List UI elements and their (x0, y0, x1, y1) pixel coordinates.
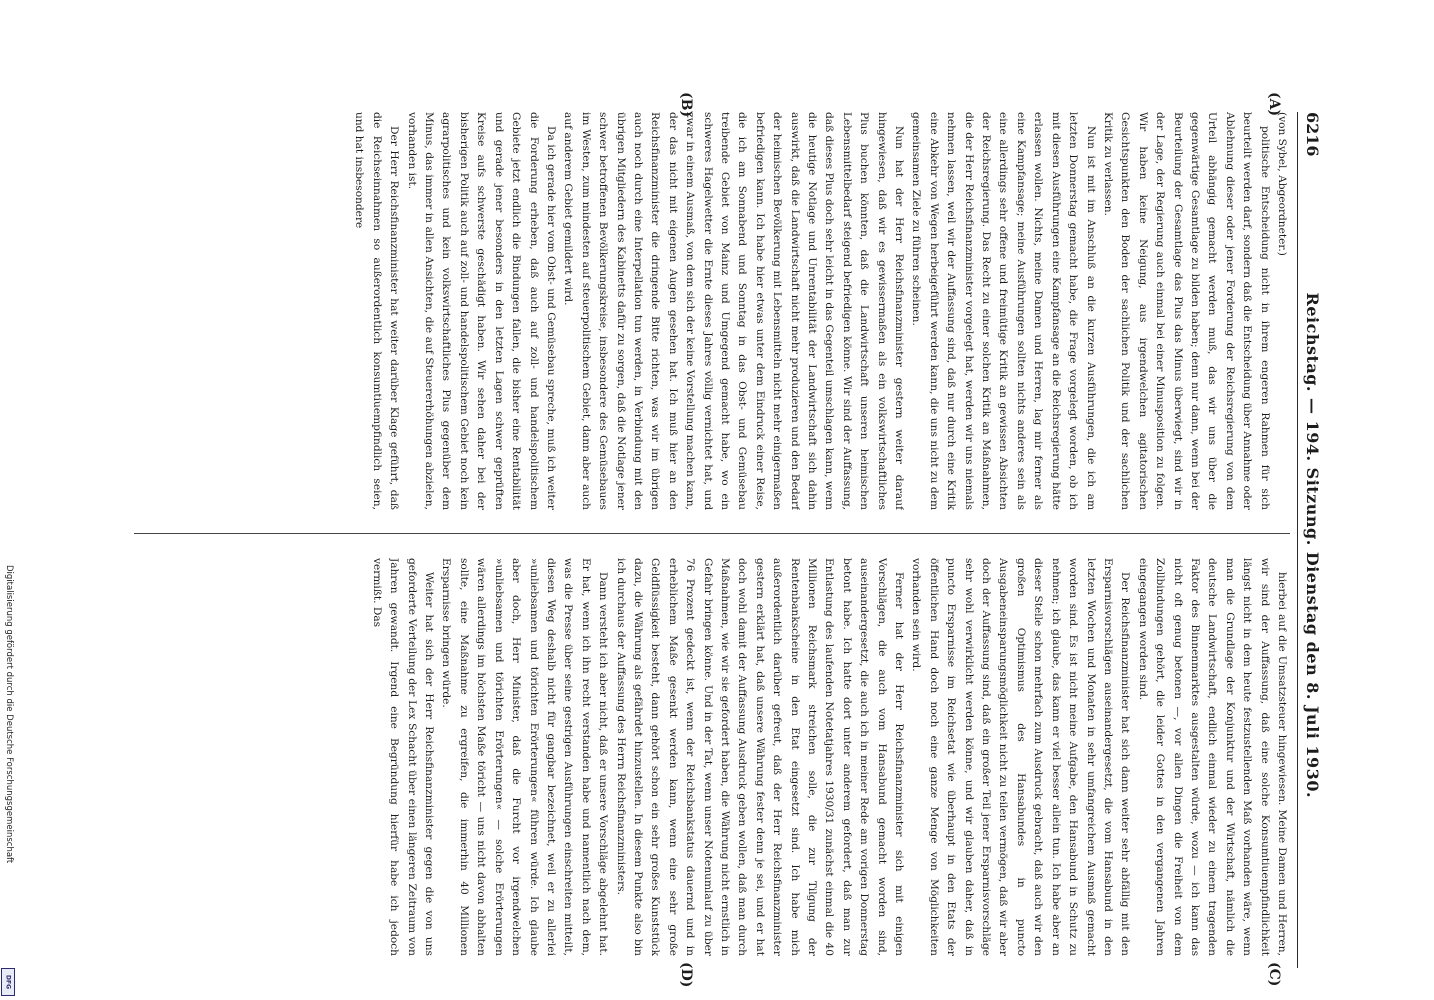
paragraph: Ferner hat der Herr Reichsfinanzminister sich mit einigen Vorschlägen, die auch vom Hansabund gemacht worden sind, auseinandergesetzt, die auch ich in meiner Rede am vorigen Donnerstag betont habe. Ich hatte dort unter anderem gefordert, daß man zur Entlastung des laufenden Notetatjahres 1930/31 zunächst einmal die 40 Millionen Reichsmark streichen solle, die zur Tilgung der Rentenbankscheine in den Etat eingesetzt sind. Ich habe mich außerordentlich darüber gefreut, daß der Herr Reichsfinanzminister gestern erklärt hat, daß unsere Währung fester denn je sei, und er hat doch wohl damit der Auffassung Ausdruck geben wollen, daß man durch Maßnahmen, wie wir sie gefordert haben, die Währung nicht ernstlich in Gefahr bringen könne. Und in der Tat, wenn unser Notenumlauf zu über 76 Prozent gedeckt ist, wenn der Reichsbankstatus dauernd und in erheblichem Maße gesenkt werden kann, wenn eine sehr große Geldflüssigkeit besteht, dann gehört schon ein sehr großes Kunststück dazu, die Währung als gefährdet hinzustellen. In diesem Punkte also bin ich durchaus der Auffassung des Herrn Reichsfinanzministers. (614, 558, 906, 956)
margin-mark-a: (A) (1266, 92, 1282, 117)
credit-text: Digitalisierung gefördert durch die Deutsche Forschungsgemeinschaft (4, 565, 14, 864)
paragraph: Der Reichsfinanzminister hat sich dann weiter sehr abfällig mit den Ersparnisvorschlägen auseinandergesetzt, die vom Hansabund in den letzten Wochen und Monaten in sehr umfangreichem Ausmaß gemacht worden sind. Es ist nicht meine Aufgabe, den Hansabund in Schutz zu nehmen; ich glaube, das kann er viel besser allein tun. Ich habe aber an dieser Stelle schon mehrfach zum Ausdruck gebracht, daß auch wir den großen Optimismus des Hansabundes in puncto Ausgabeneinsparungsmöglichkeit nicht zu teilen vermögen, daß wir aber doch der Auffassung sind, daß ein großer Teil jener Ersparnisvorschläge sehr wohl verwirklicht werden könne, und wir glauben daher, daß in puncto Ersparnisse im Reichsetat wie überhaupt in den Etats der öffentlichen Hand doch noch eine ganze Menge von Möglichkeiten vorhanden sein wird. (910, 558, 1132, 956)
margin-mark-d: (D) (678, 962, 694, 988)
page-title: Reichstag. — 194. Sitzung. Dienstag den 8. Juli 1930. (1303, 292, 1323, 799)
digitization-credit (0, 565, 14, 990)
margin-mark-c: (C) (1266, 962, 1282, 987)
column-divider (134, 533, 1290, 534)
dfg-logo: DFG (1, 968, 15, 996)
paragraph: politische Entscheidung nicht in ihrem engeren Rahmen für sich beurteilt werden darf, sondern daß die Entscheidung über Annahme oder Ablehnung dieser oder jener Forderung der Reichsregierung von dem Urteil abhängig gemacht werden muß, das wir uns über die gegenwärtige Gesamtlage zu bilden haben; denn nur dann, wenn bei der Beurteilung der Gesamtlage das Plus das Minus überwiegt, sind wir in der Lage, der Regierung auch einmal bei einer Minusposition zu folgen. Wir haben keine Neigung, aus irgendwelchen agitatorischen Gesichtspunkten den Boden der sachlichen Politik und der sachlichen Kritik zu verlassen. (1101, 112, 1271, 510)
paragraph: Der Herr Reichsfinanzminister hat weiter darüber Klage geführt, daß die Reichseinnahmen so außerordentlich konsumtiuempfindlich seien, und hat insbesondere (353, 112, 401, 510)
running-head (1297, 112, 1328, 968)
speaker-line: (von Sybel, Abgeordneter.) (1276, 112, 1288, 256)
page-number: 6216 (1303, 112, 1323, 157)
paragraph: hierbei auf die Umsatzsteuer hingewiesen. Meine Damen und Herren, wir sind der Auffassung, daß eine solche Konsumtiuempfindlichkeit längst nicht in dem heute festzustellenden Maß vorhanden wäre, wenn man die Grundlage der Konjunktur und der Wirtschaft, nämlich die deutsche Landwirtschaft, endlich einmal wieder zu einem tragenden Faktor des Binnenmarktes ausgestalten würde, wozu — ich kann das nicht oft genug betonen —, vor allen Dingen die Freiheit von dem Zollbindungen gehört, die leider Gottes in den vergangenen Jahren eingegangen worden sind. (1136, 558, 1288, 956)
text-column-left (130, 112, 1290, 510)
paragraph: Nun ist mit im Anschluß an die kurzen Ausführungen, die ich am letzten Donnerstag gemacht habe, die Frage vorgelegt worden, ob ich mit diesen Ausführungen eine Kampfansage an die Reichsregierung hätte erlassen wollen. Nichts, meine Damen und Herren, lag mir ferner als eine Kampfansage; meine Ausführungen sollten nichts anderes sein als eine allerdings sehr offene und freimütige Kritik an gewissen Absichten der Reichsregierung. Das Recht zu einer solchen Kritik an Maßnahmen, die der Herr Reichsfinanzminister vorgelegt hat, werden wir uns niemals nehmen lassen, weil wir der Auffassung sind, daß nur durch eine Kritik eine Abkehr von Wegen herbeigeführt werden kann, die uns nicht zu dem gemeinsamen Ziele zu führen scheinen. (910, 112, 1097, 510)
paragraph: Weiter hat sich der Herr Reichsfinanzminister gegen die von uns geforderte Verteilung der Lex Schacht über einen längeren Zeitraum von Jahren gewandt. Irgend eine Begründung hierfür habe ich jedoch vermißt. Das (370, 558, 436, 956)
rotated-document-page (122, 90, 1334, 990)
text-column-right (130, 558, 1290, 956)
margin-mark-b: (B) (678, 92, 694, 118)
paragraph: Nun hat der Herr Reichsfinanzminister gestern weiter darauf hingewiesen, daß wir es gewissermaßen als ein volkswirtschaftliches Plus buchen könnten, daß die Landwirtschaft unseren heimischen Lebensmittelbedarf steigend befriedigen könne. Wir sind der Auffassung, daß dieses Plus doch sehr leicht in das Gegenteil umschlagen kann, wenn die heutige Notlage und Unrentabilität der Landwirtschaft sich dahin auswirkt, daß die Landwirtschaft nicht mehr produzieren und den Bedarf der heimischen Bevölkerung mit Lebensmitteln nicht mehr einigermaßen befriedigen kann. Ich habe hier etwas unter dem Eindruck einer Reise, die ich am Sonnabend und Sonntag in das Obst- und Gemüsebau treibende Gebiet von Mainz und Umgegend gemacht habe, wo ein schweres Hagelwetter die Ernte dieses Jahres völlig vernichtet hat, und zwar in einem Ausmaß, von dem sich der keine Vorstellung machen kann, der das nicht mit eigenen Augen gesehen hat. Ich muß hier an den Reichsfinanzminister die dringende Bitte richten, was wir im übrigen auch noch durch eine Interpellation tun werden, in Verbindung mit den übrigen Mitgliedern des Kabinetts dafür zu sorgen, daß die Notlage jener schwer betroffenen Bevölkerungskreise, insbesondere des Gemüsebaues im Westen, zum mindesten auf steuerpolitischem Gebiet, dann aber auch auf anderem Gebiet gemildert wird. (562, 112, 906, 510)
paragraph: Dann versteht ich aber nicht, daß er unsere Vorschläge abgelehnt hat. Er hat, wenn ich ihn recht verstanden habe und namentlich nach dem, was die Presse über seine gestrigen Ausführungen einschreiten mitteilt, diesen Weg deshalb nicht für gangbar bezeichnet, weil er zu allerlei »unliebsamen und törichten Erörterungen« führen würde. Ich glaube aber doch, Herr Minister, daß die Furcht vor irgendwelchen »unliebsamen und törichten Erörterungen« — solche Erörterungen wären allerdings im höchsten Maße töricht — uns nicht davon abhalten sollte, eine Maßnahme zu ergreifen, die immerhin 40 Millionen Ersparnisse bringen würde. (440, 558, 610, 956)
paragraph: Da ich gerade hier vom Obst- und Gemüsebau spreche, muß ich weiter die Forderung erheben, daß auch auf zoll- und handelspolitischem Gebiete jetzt endlich die Bindungen fallen, die bisher eine Rentabilität und gerade jener besonders in den letzten Lagen schwer geprüften Kreise aufs schwerste geschädigt haben. Wir sehen daher bei der bisherigen Politik auch auf zoll- und handelspolitischem Gebiet noch kein agrarpolitisches und kein volkswirtschaftliches Plus gegenüber dem Minus, das immer in allen Ansichten, die auf Steuererhöhungen abzielen, vorhanden ist. (405, 112, 557, 510)
